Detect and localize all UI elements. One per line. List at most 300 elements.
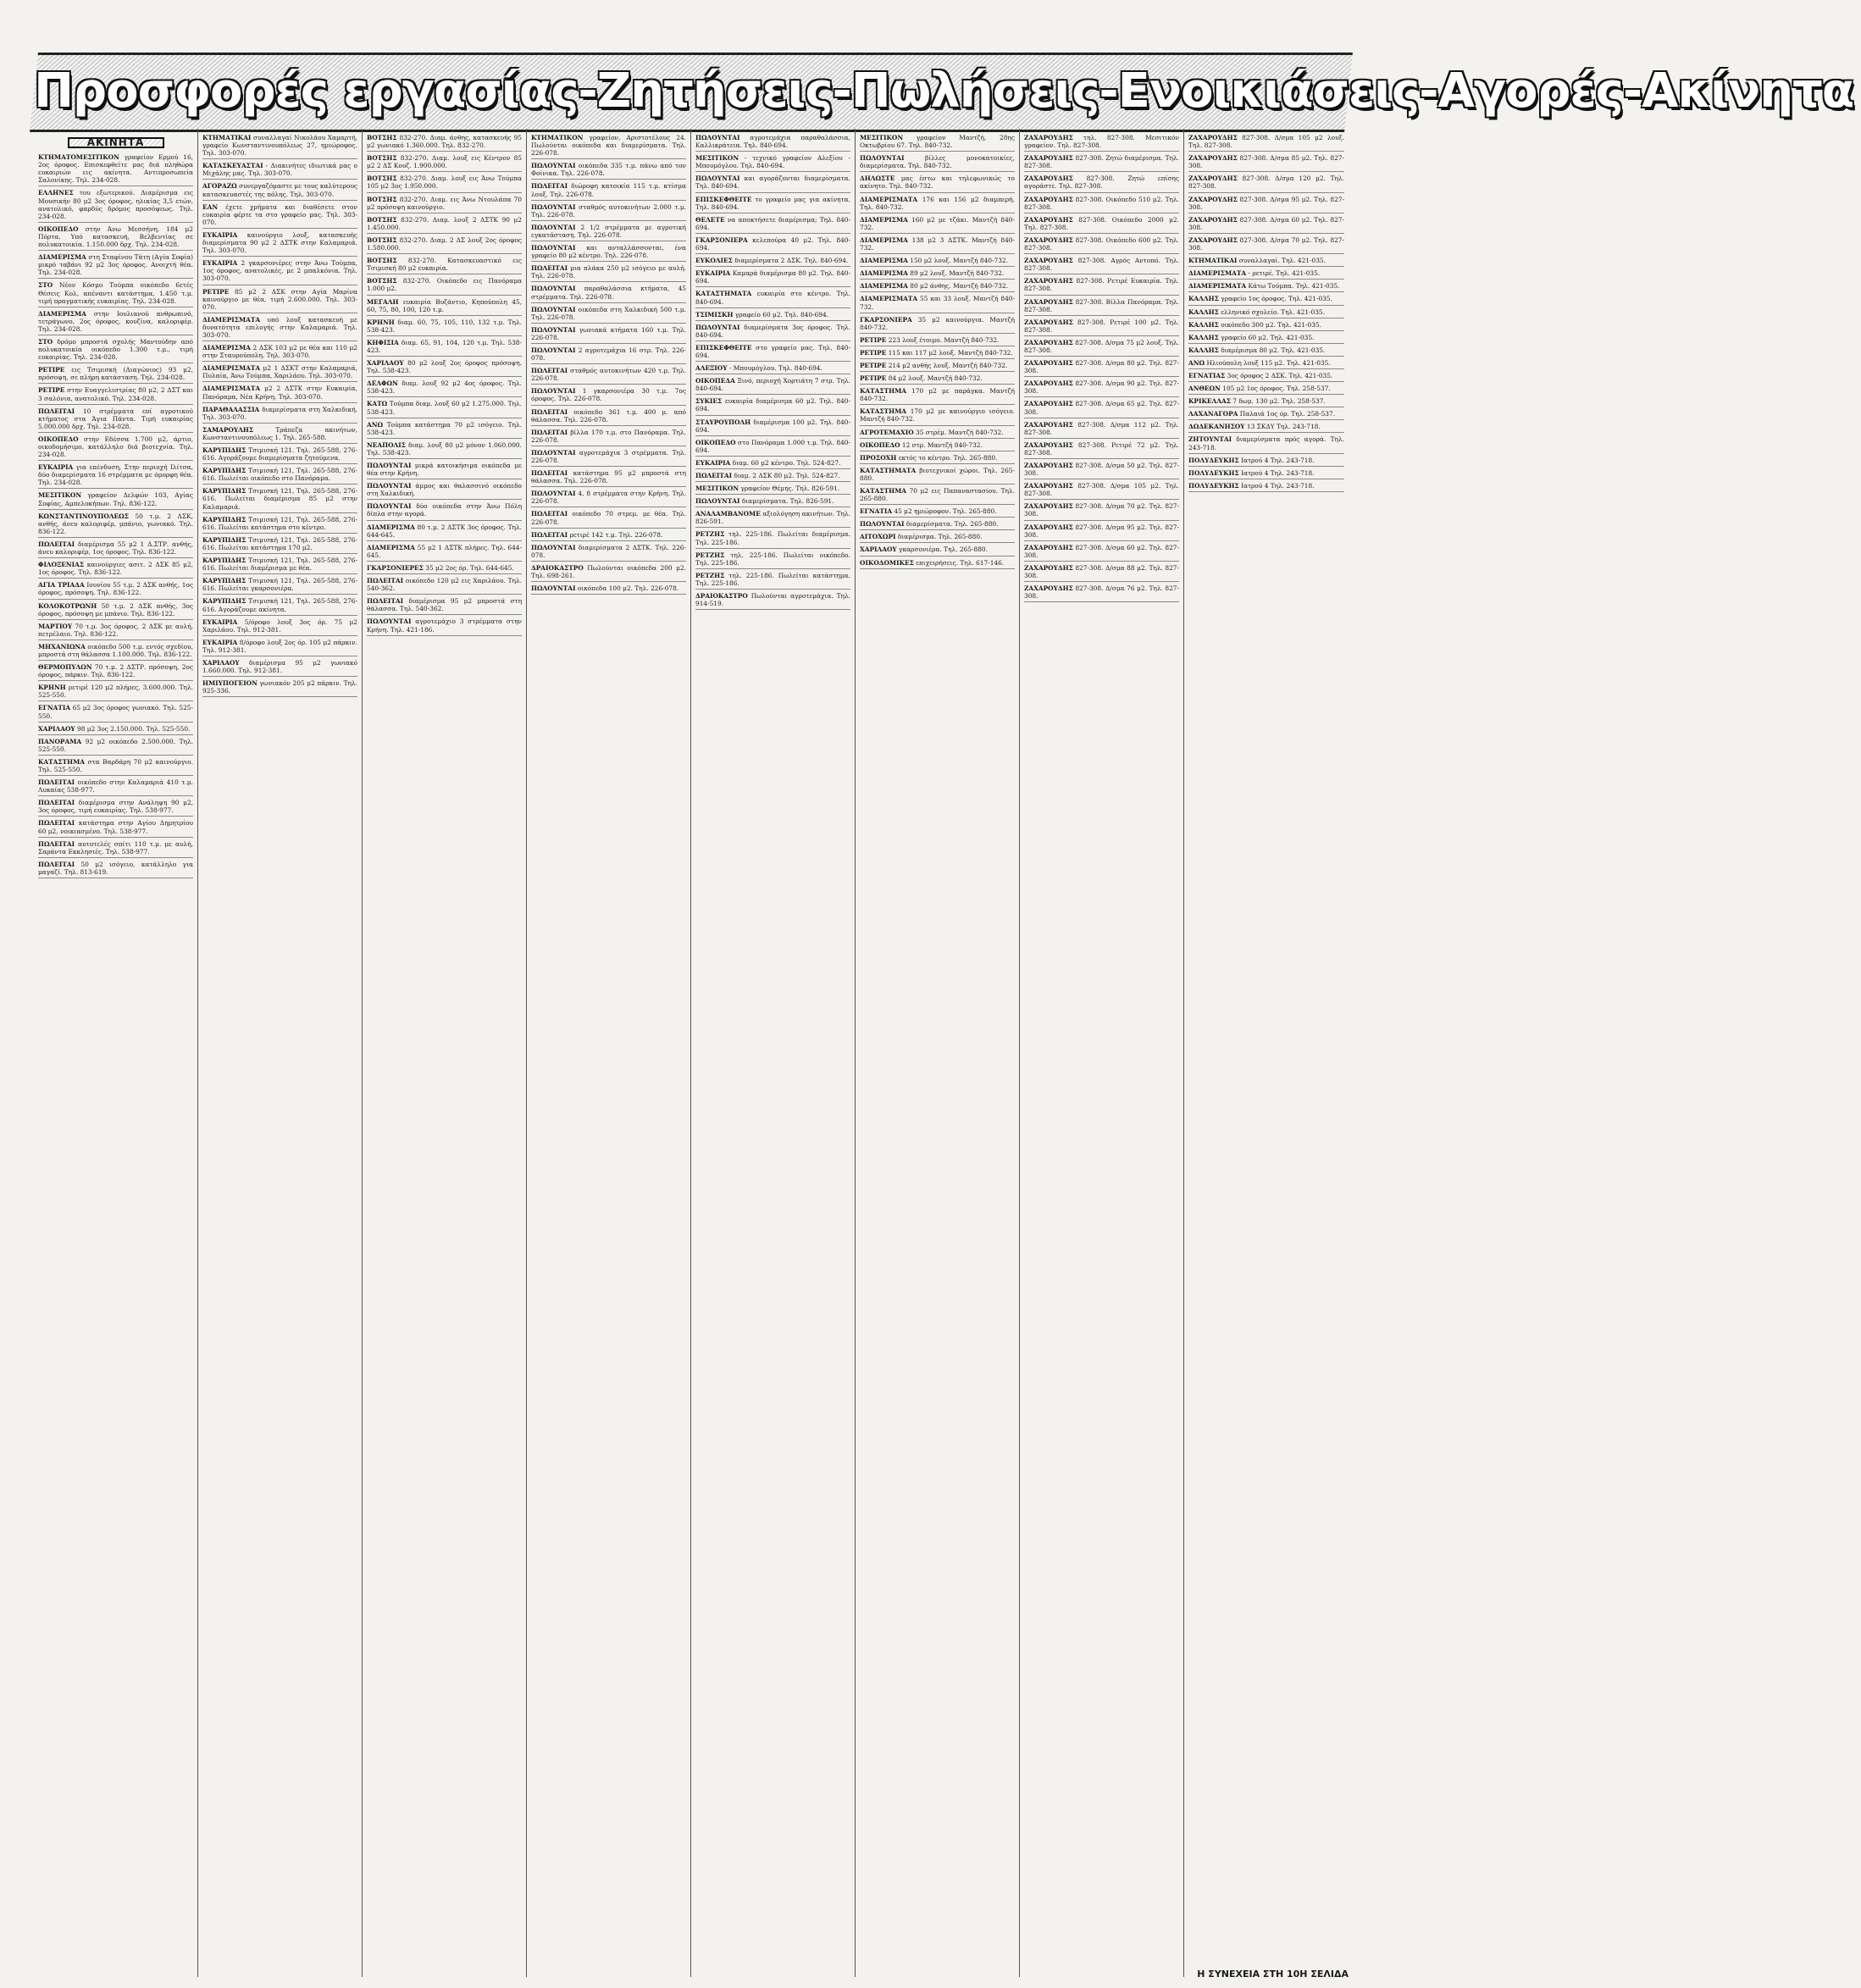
classified-ad	[1024, 134, 1179, 152]
ad-body: μικρά κατοικήσιμα οικόπεδα με θέα στην Κρήνη.	[367, 462, 522, 478]
ad-body: επιχειρήσεις. Τηλ. 617-146.	[916, 558, 1005, 567]
ad-body: 214 μ2 ανθής λουξ. Μαντζή 840-732.	[888, 361, 1008, 369]
ad-body: 827-308. Ζητώ διαμέρισμα. Τηλ. 827-308.	[1024, 154, 1179, 170]
ad-body: 832-270. Διαμ. άνθης, κατασκευής 95 μ2 γωνιακό 1.360.000. Τηλ. 832-270.	[367, 134, 522, 150]
ad-body: 827-308. Δ/σμα 120 μ2. Τηλ. 827-308.	[1188, 174, 1344, 191]
classified-ad	[1188, 397, 1344, 407]
ad-body: 55 και 33 λουξ. Μαντζή 840-732.	[860, 295, 1015, 311]
classified-ad	[531, 182, 686, 200]
classified-ad	[1188, 346, 1344, 357]
classified-ad	[38, 684, 193, 701]
classified-ad	[531, 490, 686, 507]
ad-body: 832-270. Διαμ. εις Άνω Ντουλάπα 70 μ2 πρόσοψη καινούργιο.	[367, 195, 522, 211]
classified-ad	[1188, 295, 1344, 305]
classified-ad	[695, 236, 850, 254]
ad-lead: ΖΑΧΑΡΟΥΔΗΣ	[1024, 379, 1073, 388]
ad-body: 827-308. Δ/σμα 105 μ2. Τηλ. 827-308.	[1024, 482, 1179, 498]
ad-body: Τούμπα κατάστημα 70 μ2 ισόγειο. Τηλ. 538-423.	[367, 420, 522, 436]
classified-ad	[367, 617, 522, 635]
classified-ad	[367, 277, 522, 295]
ad-lead: ΤΣΙΜΙΣΚΗ	[695, 310, 734, 318]
ad-body: 827-308. Δ/σμα 60 μ2. Τηλ. 827-308.	[1188, 215, 1344, 231]
ad-body: Τσιμισκή 121, Τηλ. 265-588, 276-616. Πωλείται κατάστημα στο κέντρο.	[202, 515, 357, 531]
classified-ad	[38, 778, 193, 796]
classified-ad	[1024, 257, 1179, 274]
ad-body: Τσιμισκή 121, Τηλ. 265-588, 276-616. Πωλείται διαμέρισμα 85 μ2 στην Καλαμαριά.	[202, 487, 357, 511]
ad-body: 827-308. Δ/σμα 90 μ2. Τηλ. 827-308.	[1024, 379, 1179, 396]
ad-body: υπό λουξ κατασκευή με δυνατότητα επιλογής στην Καλαμαριά. Τηλ. 303-070.	[202, 315, 357, 339]
classified-ad	[1188, 385, 1344, 395]
classifieds-column	[1020, 129, 1184, 1977]
classified-ad	[531, 224, 686, 241]
ad-body: 832-270. Διαμ. λουξ εις Κέντρον 85 μ2 2 ΔΣ Κουζ. 1.900.000.	[367, 154, 522, 170]
ad-lead: ΚΟΛΟΚΟΤΡΩΝΗ	[38, 601, 97, 610]
ad-lead: ΖΑΧΑΡΟΥΔΗΣ	[1024, 235, 1073, 244]
ad-lead: ΠΩΛΟΥΝΤΑΙ	[531, 387, 576, 396]
ad-lead: ΠΩΛΕΙΤΑΙ	[38, 860, 75, 868]
classified-ad	[860, 174, 1015, 192]
classified-ad	[860, 282, 1015, 292]
classified-ad	[1188, 269, 1344, 280]
ad-body: σταθμός αυτοκινήτων 2.000 τ.μ. Τηλ. 226-078.	[531, 202, 686, 219]
ad-body: Κάτω Τούμπα. Τηλ. 421-035.	[1248, 282, 1340, 291]
classified-ad	[38, 725, 193, 735]
ad-body: 827-308. Οικόπεδο 600 μ2. Τηλ. 827-308.	[1024, 235, 1180, 252]
ad-lead: ΖΑΧΑΡΟΥΔΗΣ	[1188, 235, 1238, 244]
ad-lead: ΚΑΡΥΠΙΔΗΣ	[202, 535, 246, 544]
classified-ad	[860, 507, 1015, 518]
ad-lead: ΡΕΤΙΡΕ	[202, 287, 230, 296]
ad-lead: ΚΑΤΩ	[367, 400, 388, 408]
classified-ad	[860, 441, 1015, 451]
ad-lead: ΚΑΛΛΗΣ	[1188, 307, 1219, 316]
ad-body: γραφείον Θέμης. Τηλ. 826-591.	[740, 485, 840, 493]
ad-lead: ΚΑΛΛΗΣ	[1188, 346, 1219, 354]
ad-lead: ΔΙΑΜΕΡΙΣΜΑ	[367, 523, 415, 531]
classified-ad	[38, 463, 193, 489]
ad-lead: ΚΤΗΜΑΤΙΚΟΝ	[531, 134, 584, 141]
classified-ad	[38, 643, 193, 661]
ad-lead: ΜΕΣΙΤΙΚΟΝ	[695, 485, 739, 493]
ad-body: συνεργαζόμαστε με τους καλύτερους κατασκευαστές της πόλης. Τηλ. 303-070.	[202, 182, 357, 198]
ad-lead: ΠΩΛΕΙΤΑΙ	[695, 472, 733, 479]
ad-lead: ΚΤΗΜΑΤΙΚΑΙ	[1188, 257, 1238, 265]
ad-lead: ΖΑΧΑΡΟΥΔΗΣ	[1024, 523, 1073, 531]
ad-lead: ΠΩΛΟΥΝΤΑΙ	[695, 323, 740, 331]
ad-body: διαμ. 2 ΔΣΚ 80 μ2. Τηλ. 524-827.	[734, 472, 840, 479]
ad-lead: ΕΥΚΑΙΡΙΑ	[202, 259, 238, 268]
ad-body: 3ος όροφος 2 ΔΣΚ. Τηλ. 421-035.	[1227, 371, 1333, 379]
ad-lead: ΕΛΛΗΝΕΣ	[38, 189, 74, 197]
ad-lead: ΒΟΤΣΗΣ	[367, 174, 397, 183]
ad-lead: ΠΩΛΟΥΝΤΑΙ	[531, 346, 576, 354]
classified-ad	[367, 339, 522, 357]
classified-ad	[860, 374, 1015, 385]
ad-lead: ΣΤΑΥΡΟΥΠΟΛΗ	[695, 418, 751, 426]
classified-ad	[531, 449, 686, 467]
classified-ad	[860, 295, 1015, 313]
classified-ad	[202, 203, 357, 229]
ad-lead: ΔΙΑΜΕΡΙΣΜΑ	[860, 269, 908, 278]
classified-ad	[202, 364, 357, 382]
ad-lead: ΡΕΤΙΡΕ	[38, 366, 65, 374]
classified-ad	[38, 153, 193, 186]
classified-ad	[38, 561, 193, 579]
classified-ad	[202, 134, 357, 159]
ad-body: 827-308. Δ/σμα 85 μ2. Τηλ. 827-308.	[1188, 154, 1344, 170]
ad-body: Ιατρού 4 Τηλ. 243-718.	[1241, 468, 1315, 477]
ad-body: 5/όροφο λουξ 3ος όρ. 75 μ2 Χαριλάου. Τηλ. 912-381.	[202, 617, 357, 634]
classified-ad	[202, 487, 357, 512]
ad-body: αυτοτελές σπίτι 110 τ.μ. με αυλή, Σαράντα Εκκλησιές. Τηλ. 538-977.	[38, 839, 193, 856]
ad-lead: ΠΩΛΟΥΝΤΑΙ	[860, 154, 905, 163]
classified-ad	[38, 540, 193, 558]
ad-body: Τσιμισκή 121. Τηλ. 265-588, 276-616. Αγοράζουμε διαμερίσματα ζητούμενα.	[202, 446, 357, 462]
classified-ad	[860, 362, 1015, 372]
classified-ad	[860, 349, 1015, 359]
ad-body: 827-308. Βίλλα Πανόραμα. Τηλ. 827-308.	[1024, 297, 1179, 313]
classified-ad	[1024, 196, 1179, 213]
ad-lead: ΓΚΑΡΣΟΝΙΕΡΑ	[860, 315, 912, 324]
ad-body: τηλ. 225-186. Πωλείται κατάστημα. Τηλ. 225-186.	[695, 571, 850, 587]
ad-lead: ΠΩΛΕΙΤΑΙ	[367, 577, 404, 585]
classified-ad	[695, 311, 850, 321]
ad-body: 832-270. Διαμ. λουξ 2 ΔΣΤΚ 90 μ2 1.450.000.	[367, 215, 522, 231]
ad-lead: ΔΙΑΜΕΡΙΣΜΑ	[38, 309, 86, 318]
classified-ad	[38, 799, 193, 817]
ad-lead: ΒΟΤΣΗΣ	[367, 277, 397, 285]
classified-ad	[860, 533, 1015, 543]
ad-lead: ΔΙΑΜΕΡΙΣΜΑΤΑ	[1188, 282, 1247, 291]
ad-lead: ΖΑΧΑΡΟΥΔΗΣ	[1188, 215, 1238, 224]
ad-lead: ΠΑΝΟΡΑΜΑ	[38, 737, 82, 745]
ad-body: διαμερίσματα 3ος όροφος. Τηλ. 840-694.	[695, 323, 850, 339]
ad-body: 12 στρ. Μαντζή 840-732.	[901, 440, 983, 449]
ad-lead: ΓΚΑΡΣΟΝΙΕΡΑ	[695, 235, 748, 244]
ad-lead: ΟΙΚΟΔΟΜΙΚΕΣ	[860, 558, 914, 567]
ad-body: άμμος και θαλασσινό οικόπεδο στη Χαλκιδική.	[367, 482, 522, 498]
classified-ad	[202, 467, 357, 485]
ad-body: οικόπεδο 120 μ2 εις Χαριλάου. Τηλ. 540-362.	[367, 577, 522, 593]
classified-ad	[38, 602, 193, 620]
ad-body: 832-270. Διαμ. 2 ΔΣ λουξ 2ος όροφος 1.580.000.	[367, 235, 522, 252]
ad-body: διαμέρισμα 55 μ2 1 Δ.ΣΤΡ. ανθής, άνευ καλοριφέρ, 1ος όροφος. Τηλ. 836-122.	[38, 540, 193, 557]
ad-lead: ΠΩΛΕΙΤΑΙ	[38, 839, 75, 848]
ad-lead: ΠΟΛΥΔΕΥΚΗΣ	[1188, 468, 1239, 477]
classified-ad	[1188, 372, 1344, 382]
classified-ad	[202, 385, 357, 402]
classified-ad	[695, 216, 850, 234]
ad-body: διαμέρισμα 100 μ2. Τηλ. 840-694.	[695, 418, 850, 434]
ad-lead: ΕΓΝΑΤΙΑ	[38, 704, 71, 712]
classified-ad	[695, 344, 850, 362]
classified-ad	[531, 134, 686, 159]
classified-ad	[38, 512, 193, 538]
ad-lead: ΧΑΡΙΛΑΟΥ	[202, 658, 240, 667]
ad-lead: ΖΑΧΑΡΟΥΔΗΣ	[1024, 440, 1073, 449]
classified-ad	[860, 429, 1015, 439]
ad-lead: ΖΑΧΑΡΟΥΔΗΣ	[1024, 543, 1073, 551]
ad-body: 2 γκαρσονιέρες στην Άνω Τούμπα, 1ος όροφος, ανατολικές, με 2 μπαλκόνια. Τηλ. 303-070.	[202, 259, 357, 283]
classified-ad	[1024, 359, 1179, 377]
ad-body: 827-308. Ρετιρέ 100 μ2. Τηλ. 827-308.	[1024, 318, 1179, 334]
classified-ad	[38, 819, 193, 837]
ad-lead: ΔΙΑΜΕΡΙΣΜΑΤΑ	[202, 385, 261, 393]
ad-lead: ΣΤΟ	[38, 337, 53, 346]
ad-body: αγροτεμάχιο 3 στρέμματα στην Κρήνη. Τηλ. 421-186.	[367, 617, 522, 634]
classified-ad	[1188, 236, 1344, 254]
ad-lead: ΚΡΗΝΗ	[38, 684, 66, 692]
ad-lead: ΖΑΧΑΡΟΥΔΗΣ	[1024, 174, 1073, 183]
ad-lead: ΝΕΑΠΟΛΙΣ	[367, 440, 406, 449]
ad-lead: ΔΙΑΜΕΡΙΣΜΑ	[367, 543, 415, 551]
ad-body: μας έστω και τηλεφωνικώς το ακίνητο. Τηλ. 840-732.	[860, 174, 1015, 191]
classified-ad	[38, 861, 193, 878]
ad-body: καινούργιες ασιτ. 2 ΔΣΚ 85 μ2, 1ος όροφος. Τηλ. 836-122.	[38, 561, 193, 577]
ad-lead: ΠΩΛΟΥΝΤΑΙ	[531, 543, 576, 551]
ad-lead: ΘΕΡΜΟΠΥΛΩΝ	[38, 663, 92, 672]
classified-ad	[367, 196, 522, 213]
classified-ad	[695, 592, 850, 610]
ad-body: 827-308. Δ/σμα 95 μ2. Τηλ. 827-308.	[1188, 195, 1344, 211]
ad-body: οικόπεδο 300 μ2. Τηλ. 421-035.	[1221, 320, 1322, 329]
ad-lead: ΡΕΤΙΡΕ	[38, 386, 65, 395]
ad-lead: ΔΙΑΜΕΡΙΣΜΑΤΑ	[1188, 269, 1247, 278]
ad-lead: ΖΗΤΟΥΝΤΑΙ	[1188, 435, 1232, 444]
classified-ad	[531, 367, 686, 385]
classified-ad	[860, 454, 1015, 464]
ad-body: 827-308. Δ/σμα 105 μ2 λουξ. Τηλ. 827-308.	[1188, 134, 1344, 150]
ad-body: 55 μ2 1 ΔΣΤΚ πλήρες. Τηλ. 644-645.	[367, 543, 522, 559]
ad-body: 1 γκαρσονιέρα 30 τ.μ. 7ος όροφος. Τηλ. 226-078.	[531, 387, 686, 403]
classified-ad	[860, 154, 1015, 172]
ad-body: Τσιμισκή 121, Τηλ. 265-588, 276-616. Πωλείται οικόπεδο στο Πανόραμα.	[202, 467, 357, 483]
ad-lead: ΕΑΝ	[202, 202, 219, 211]
ad-body: 223 λουξ έτοιμο. Μαντζή 840-732.	[888, 335, 1000, 344]
ad-body: Ιατρού 4 Τηλ. 243-718.	[1241, 481, 1315, 490]
ad-body: στην Εδέσσα 1.700 μ2, άρτιο, οικοδομήσιμο, κατάλληλο διά βιοτεχνία. Τηλ. 234-028.	[38, 435, 193, 459]
classified-ad	[1024, 236, 1179, 254]
ad-lead: ΚΑΡΥΠΙΔΗΣ	[202, 557, 246, 565]
ad-lead: ΑΓΙΑ ΤΡΙΑΔΑ	[38, 581, 85, 590]
ad-body: - Μπουμόγλου. Τηλ. 840-694.	[728, 364, 822, 373]
ad-body: στα Βαρδάρη 70 μ2 καινούργιο. Τηλ. 525-550.	[38, 757, 193, 773]
ad-lead: ΠΩΛΕΙΤΑΙ	[531, 510, 568, 518]
ad-body: 35 μ2 2ος όρ. Τηλ. 644-645.	[425, 563, 514, 572]
classified-ad	[1188, 321, 1344, 331]
classified-ad	[1188, 134, 1344, 152]
ad-body: καινούργιο λουξ, κατασκευής διαμερίσματα 90 μ2 2 ΔΣΤΚ στην Καλαμαριά. Τηλ. 303-070.	[202, 230, 357, 255]
classified-ad	[38, 338, 193, 363]
ad-body: στο Πανόραμα 1.000 τ.μ. Τηλ. 840-694.	[695, 438, 850, 454]
ad-body: διαμ. 60 μ2 κέντρο. Τηλ. 524-827.	[732, 458, 841, 467]
ad-lead: ΑΝΩ	[1188, 358, 1205, 367]
ad-body: εις Τσιμισκή (Διαγώνιος) 93 μ2, πρόσοψη, σε πλήρη κατάσταση. Τηλ. 234-028.	[38, 366, 193, 382]
ad-body: διαμ. λουξ 92 μ2 4ος όροφος. Τηλ. 538-423.	[367, 379, 522, 396]
ad-body: 8/όροφο λουξ 2ος όρ. 105 μ2 πάρκιν. Τηλ. 912-381.	[202, 638, 357, 654]
ad-lead: ΠΟΛΥΔΕΥΚΗΣ	[1188, 481, 1239, 490]
ad-body: 832-270. Οικόπεδο εις Πανόραμα 1.000 μ2.	[367, 277, 523, 293]
ad-lead: ΧΑΡΙΛΑΟΥ	[860, 545, 897, 554]
ad-body: διαμερίσματα. Τηλ. 826-591.	[741, 497, 834, 506]
ad-body: γραφείον Ερμού 16, 2ος όροφος. Επισκεφθείτε μας διά πληθώρα ευκαιριών εις ακίνητα. Αντιπροσωπεία Σαλονίκης. Τηλ. 234-028.	[38, 153, 193, 185]
ad-lead: ΒΟΤΣΗΣ	[367, 215, 397, 224]
ad-lead: ΖΑΧΑΡΟΥΔΗΣ	[1188, 195, 1238, 203]
ad-body: μ2 2 ΔΣΤΚ στην Ευκαιρία, Πανόραμα, Νέα Κρήνη. Τηλ. 303-070.	[202, 385, 357, 401]
classified-ad	[695, 196, 850, 213]
ad-body: 827-308. Δ/σμα 76 μ2. Τηλ. 827-308.	[1024, 584, 1179, 601]
ad-lead: ΡΕΤΙΡΕ	[860, 361, 887, 369]
classified-ad	[202, 288, 357, 313]
ad-lead: ΠΩΛΟΥΝΤΑΙ	[531, 162, 576, 170]
ad-lead: ΠΩΛΕΙΤΑΙ	[531, 367, 568, 375]
classified-ad	[695, 269, 850, 287]
classified-ad	[531, 285, 686, 302]
ad-lead: ΔΕΛΦΩΝ	[367, 379, 398, 388]
classified-ad	[367, 134, 522, 152]
ad-body: 98 μ2 3ος 2.150.000. Τηλ. 525-550.	[77, 724, 191, 733]
ad-body: Τσιμισκή 121, Τηλ. 265-588, 276-616. Πωλείται γκαρσονιέρα.	[202, 577, 357, 593]
classified-ad	[695, 551, 850, 569]
ad-body: γραφείον Μαντζή, 28ης Οκτωβρίου 67. Τηλ. 840-732.	[860, 134, 1015, 150]
ad-lead: ΚΑΡΥΠΙΔΗΣ	[202, 577, 246, 585]
ad-body: 827-308. Οικόπεδο 510 μ2. Τηλ. 827-308.	[1024, 195, 1180, 211]
ad-lead: ΠΩΛΕΙΤΑΙ	[531, 182, 568, 191]
ad-lead: ΒΟΤΣΗΣ	[367, 154, 397, 163]
ad-lead: ΜΕΣΙΤΙΚΟΝ	[38, 491, 82, 500]
classified-ad	[695, 418, 850, 436]
classified-ad	[202, 259, 357, 285]
ad-lead: ΠΩΛΟΥΝΤΑΙ	[531, 584, 576, 593]
ad-lead: ΜΗΧΑΝΙΩΝΑ	[38, 642, 86, 651]
ad-lead: ΒΟΤΣΗΣ	[367, 257, 397, 265]
classifieds-column	[1184, 129, 1349, 1977]
ad-body: ευκαιρία Βυζάντιο, Κηπούπολη 45, 60, 75, 80, 100, 120 τ.μ.	[367, 297, 522, 313]
classified-ad	[202, 316, 357, 341]
section-header: ΑΚΙΝΗΤΑ	[68, 137, 164, 148]
ad-lead: ΠΩΛΕΙΤΑΙ	[38, 819, 75, 828]
classified-ad	[367, 577, 522, 595]
classified-ad	[531, 510, 686, 528]
ad-body: 80 τ.μ. 2 ΔΣΤΚ 3ος όροφος. Τηλ. 644-645.	[367, 523, 522, 539]
classified-ad	[695, 290, 850, 307]
ad-body: Τσιμισκή 121, Τηλ. 265-588, 276-616. Πωλείται κατάστημα 170 μ2.	[202, 535, 357, 551]
classified-ad	[695, 377, 850, 395]
ad-body: 827-308. Δ/σμα 88 μ2. Τηλ. 827-308.	[1024, 563, 1179, 580]
classified-ad	[695, 472, 850, 482]
classified-ad	[860, 196, 1015, 213]
ad-body: οικόπεδα 335 τ.μ. πάνω από τον Φοίνικα. Τηλ. 226-078.	[531, 162, 686, 178]
classified-ad	[1024, 400, 1179, 418]
ad-lead: ΔΙΑΜΕΡΙΣΜΑ	[860, 235, 908, 244]
ad-lead: ΡΕΤΖΗΣ	[695, 571, 725, 579]
classified-ad	[367, 462, 522, 479]
ad-body: βίλλα 170 τ.μ. στο Πανόραμα. Τηλ. 226-078.	[531, 428, 686, 444]
classified-ad	[202, 577, 357, 595]
classified-ad	[202, 557, 357, 574]
ad-lead: ΑΛΕΞΙΟΥ	[695, 364, 728, 373]
classified-ad	[1188, 410, 1344, 420]
classified-ad	[367, 379, 522, 397]
classified-ad	[860, 134, 1015, 152]
classified-ad	[1024, 277, 1179, 295]
ad-body: 832-270. Κατασκευαστικό εις Τσιμισκή 80 μ2 ευκαιρία.	[367, 257, 522, 273]
classifieds-column	[363, 129, 527, 1977]
ad-lead: ΕΥΚΟΛΙΕΣ	[695, 257, 733, 265]
ad-lead: ΒΟΤΣΗΣ	[367, 195, 397, 203]
ad-lead: ΔΙΑΜΕΡΙΣΜΑΤΑ	[860, 295, 918, 303]
ad-lead: ΑΝΩ	[367, 420, 384, 429]
ad-lead: ΠΩΛΕΙΤΑΙ	[531, 469, 568, 478]
classified-ad	[38, 225, 193, 251]
banner-title: Προσφορές εργασίας-Ζητήσεις-Πωλήσεις-Ενοικιάσεις-Αγορές-Ακίνητα	[34, 64, 1854, 119]
classified-ad	[1188, 334, 1344, 344]
classified-ad	[367, 523, 522, 541]
ad-body: κατάστημα 95 μ2 μπροστά στη θάλασσα. Τηλ. 226-078.	[531, 469, 686, 485]
ad-lead: ΡΕΤΙΡΕ	[860, 348, 887, 357]
classifieds-column	[34, 129, 198, 1977]
ad-body: δρόμο μπροστά σχολής Μαντούδην από πολυκατοικία οικόπεδο 1.300 τ.μ., τιμή ευκαιρίας. Τηλ. 234-028.	[38, 337, 193, 362]
ad-body: 827-308. Δ/σμα 95 μ2. Τηλ. 827-308.	[1024, 523, 1179, 539]
ad-lead: ΗΜΙΥΠΟΓΕΙΟΝ	[202, 679, 258, 688]
classified-ad	[367, 441, 522, 459]
ad-body: διαμ. λουξ 80 μ2 μόνον 1.060.000. Τηλ. 538-423.	[367, 440, 522, 457]
classified-ad	[202, 679, 357, 697]
classified-ad	[367, 298, 522, 316]
classified-ad	[531, 469, 686, 487]
ad-body: Τράπεζα ακινήτων, Κωνσταντινουπόλεως 1. Τηλ. 265-588.	[202, 425, 357, 441]
ad-body: δύο οικόπεδα στην Άνω Πόλη δίπλα στην αγορά.	[367, 502, 523, 518]
classifieds-columns	[34, 129, 1349, 1977]
ad-lead: ΚΑΤΑΣΤΗΜΑ	[38, 757, 86, 766]
ad-body: 35 μ2 καινούργια. Μαντζή 840-732.	[860, 315, 1015, 331]
ad-lead: ΧΑΡΙΛΑΟΥ	[367, 359, 404, 368]
ad-lead: ΔΙΑΜΕΡΙΣΜΑΤΑ	[860, 195, 918, 203]
ad-body: διαμερίσματα. Τηλ. 265-880.	[906, 520, 999, 529]
section-banner	[30, 53, 1854, 132]
ad-body: ρετιρέ 142 τ.μ. Τηλ. 226-078.	[569, 530, 663, 539]
ad-body: γραφείον, Αριστοτέλους 24. Πωλούνται οικόπεδα και διαμερίσματα. Τηλ. 226-078.	[531, 134, 686, 158]
ad-lead: ΔΙΑΜΕΡΙΣΜΑΤΑ	[202, 364, 261, 373]
classified-ad	[1024, 216, 1179, 234]
ad-lead: ΚΑΡΥΠΙΔΗΣ	[202, 597, 246, 606]
ad-lead: ΠΩΛΕΙΤΑΙ	[38, 778, 75, 787]
ad-lead: ΖΑΧΑΡΟΥΔΗΣ	[1024, 297, 1073, 306]
ad-body: αγροτεμάχια 3 στρέμματα. Τηλ. 226-078.	[531, 448, 686, 464]
ad-body: 827-308. Δ/σμα 50 μ2. Τηλ. 827-308.	[1024, 462, 1179, 478]
ad-body: οικόπεδα στη Χαλκιδική 500 τ.μ. Τηλ. 226-078.	[531, 305, 686, 321]
ad-lead: ΧΑΡΙΛΑΟΥ	[38, 724, 75, 733]
ad-body: Τσιμισκή 121, Τηλ. 265-588, 276-616. Πωλείται διαμέρισμα με θέα.	[202, 557, 357, 573]
classified-ad	[367, 318, 522, 336]
ad-lead: ΔΙΑΜΕΡΙΣΜΑ	[860, 257, 908, 265]
ad-body: 827-308. Ρετιρέ Ευκαιρία. Τηλ. 827-308.	[1024, 277, 1179, 293]
ad-body: οικόπεδο 500 τ.μ. εντός σχεδίου, μπροστά στη θάλασσα 1.100.000. Τηλ. 836-122.	[38, 642, 193, 658]
ad-body: για επένδυση, Στην περιοχή Ιλίτσα, δύο διαμερίσματα 16 στρέμματα με όμορφη θέα. Τηλ. 234-028.	[38, 463, 193, 487]
ad-body: 827-308. Δ/σμα 70 μ2. Τηλ. 827-308.	[1024, 502, 1179, 518]
ad-lead: ΠΩΛΕΙΤΑΙ	[531, 530, 568, 539]
ad-body: διαμ. 60, 75, 105, 110, 132 τ.μ. Τηλ. 538-423.	[367, 318, 522, 334]
classifieds-column	[198, 129, 363, 1977]
classified-ad	[202, 516, 357, 534]
classified-ad	[1188, 308, 1344, 318]
classifieds-column	[691, 129, 856, 1977]
classified-ad	[38, 281, 193, 307]
classified-ad	[531, 564, 686, 582]
ad-lead: ΠΩΛΕΙΤΑΙ	[38, 540, 75, 548]
classifieds-column	[856, 129, 1020, 1977]
ad-lead: ΠΩΛΟΥΝΤΑΙ	[531, 305, 576, 313]
